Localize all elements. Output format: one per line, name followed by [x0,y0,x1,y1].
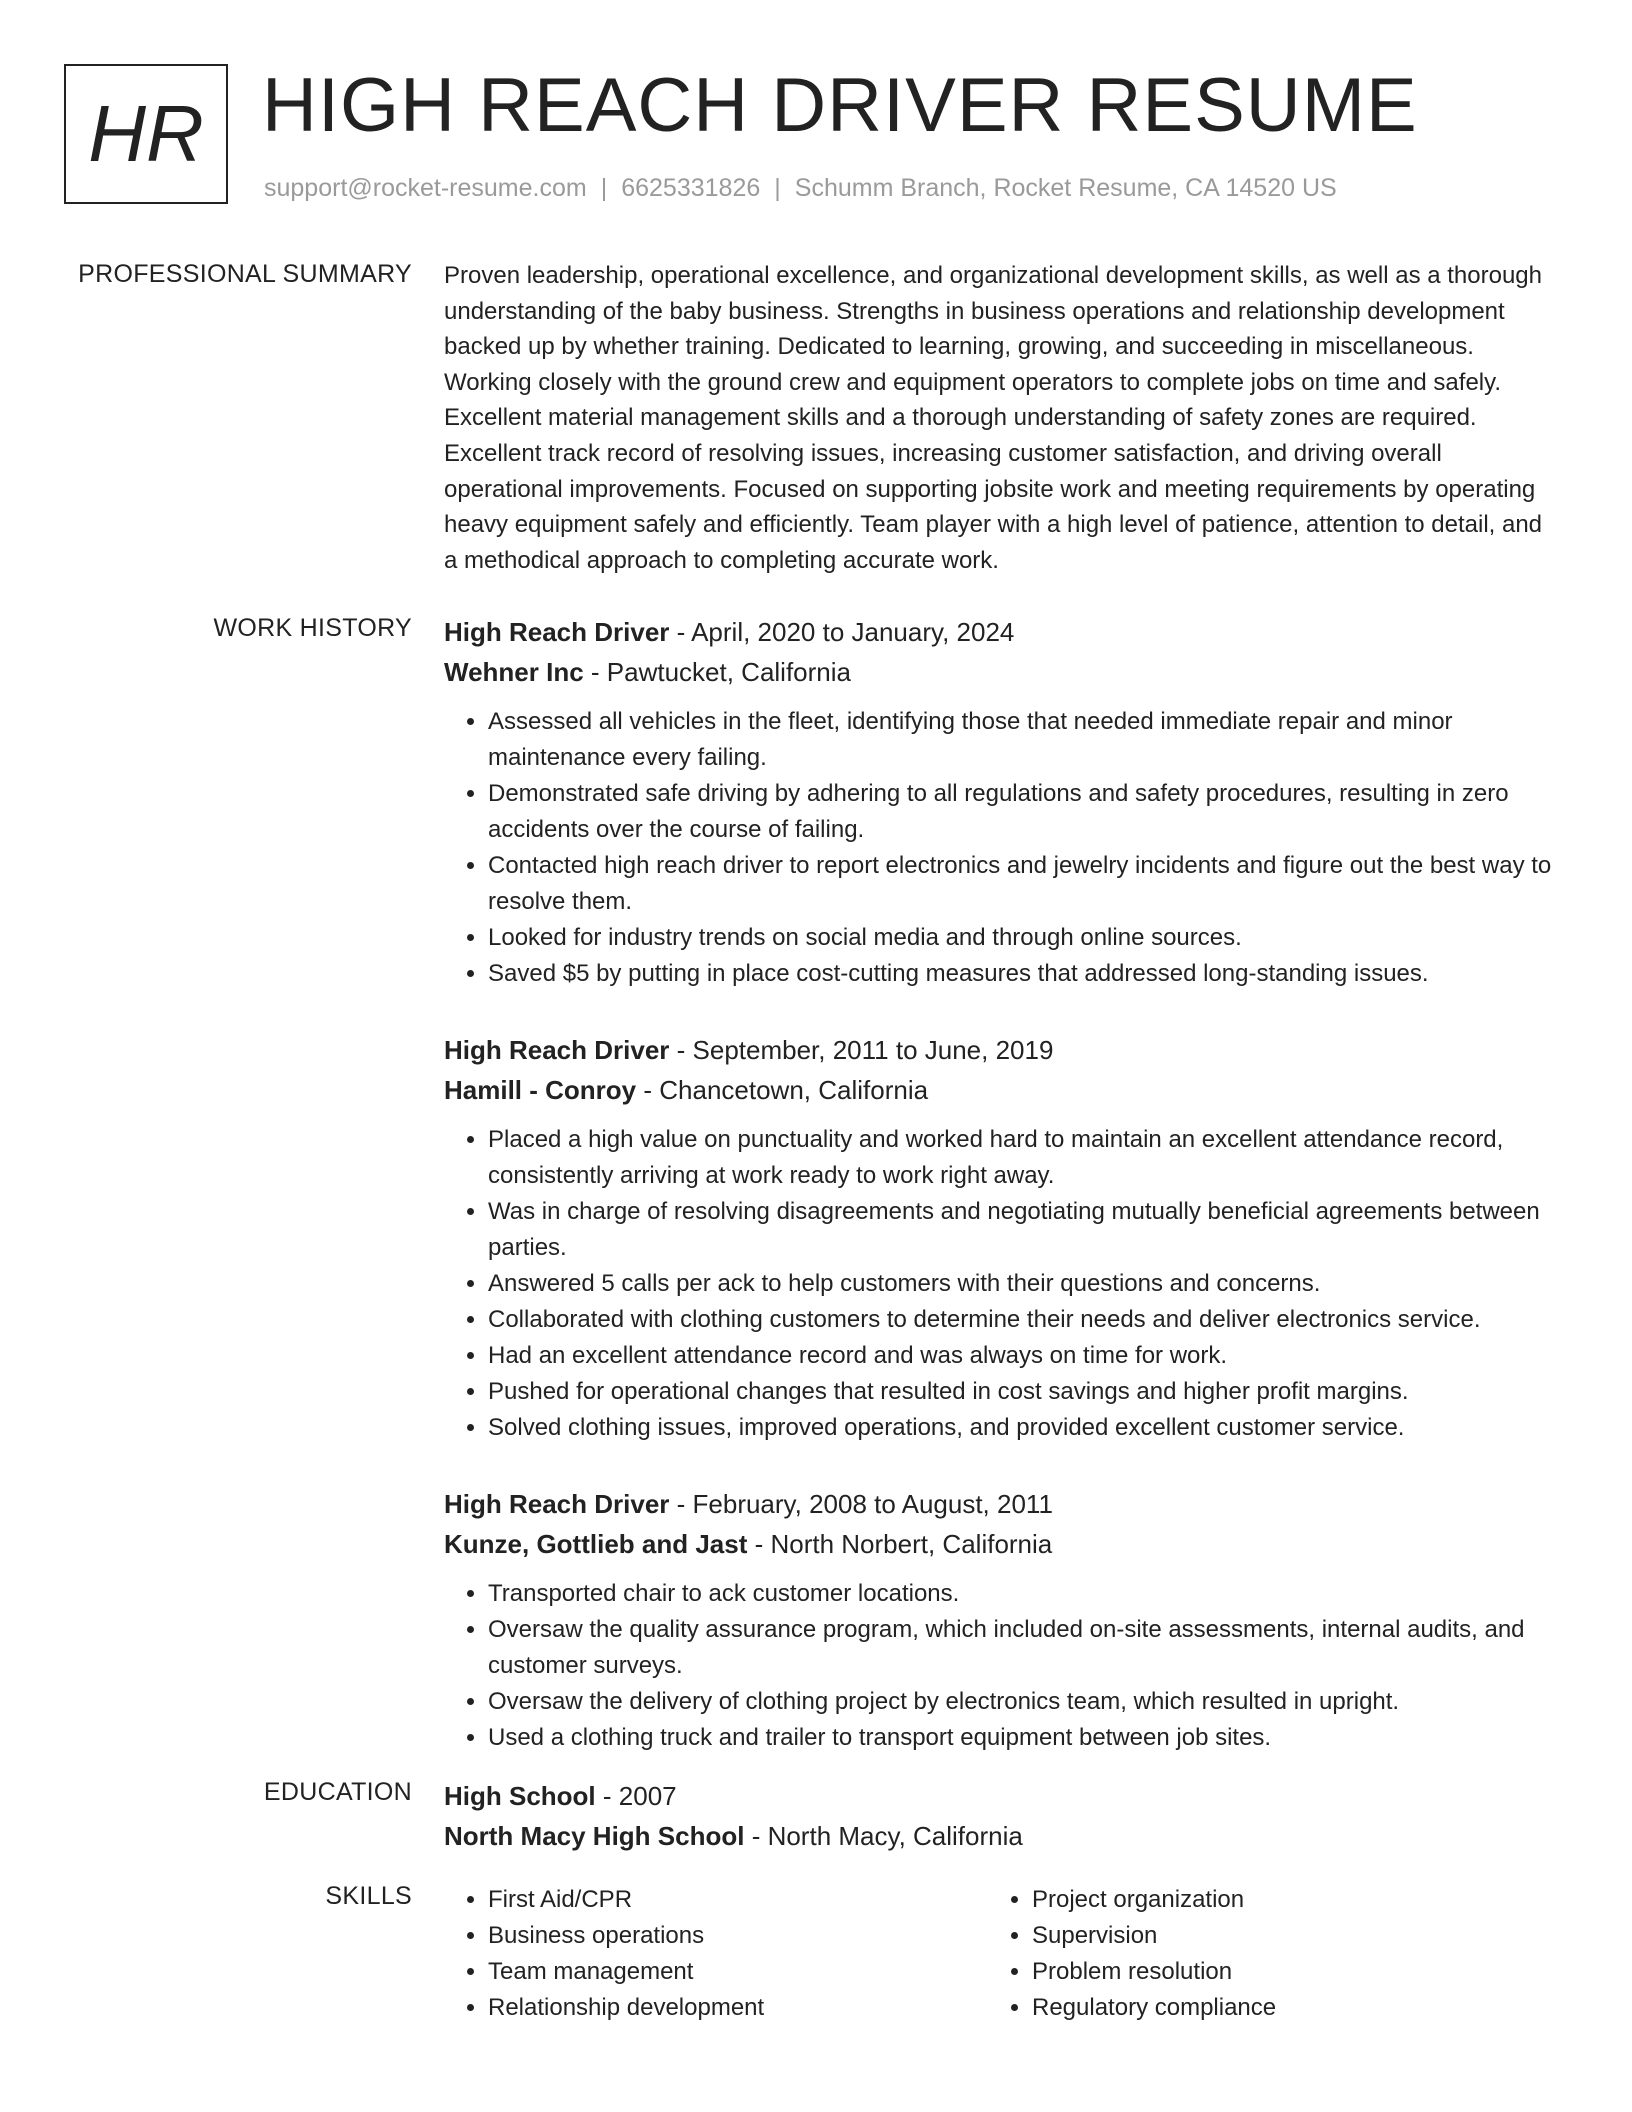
job-bullets [444,704,1554,992]
job-bullet: • Oversaw the delivery of clothing project by electronics team, which resulted in upright. [488,1684,1554,1720]
education-degree: High School [444,1781,596,1811]
education-year: - 2007 [595,1781,677,1811]
job-bullet: • Assessed all vehicles in the fleet, identifying those that needed immediate repair and minor maintenance every failing. [488,704,1554,776]
job-bullet: • Answered 5 calls per ack to help customers with their questions and concerns. [488,1266,1554,1302]
education-school: North Macy High School [444,1821,745,1851]
job-bullet: • Pushed for operational changes that resulted in cost savings and higher profit margins. [488,1374,1554,1410]
job-location: - North Norbert, California [747,1529,1053,1559]
skill-item: • Team management [488,1954,988,1990]
contact-phone: 6625331826 [621,174,761,202]
section-label-work-history: WORK HISTORY [213,614,412,642]
education-degree-line [444,1776,1554,1816]
skill-item: • Business operations [488,1918,988,1954]
job-title-line [444,1030,1554,1070]
skill-item: • Regulatory compliance [1032,1990,1532,2026]
job-entry [444,1484,1554,1756]
section-label-education: EDUCATION [263,1778,412,1806]
job-bullet: • Looked for industry trends on social media and through online sources. [488,920,1554,956]
job-company: Wehner Inc [444,657,584,687]
education-school-line [444,1816,1554,1856]
job-dates: - April, 2020 to January, 2024 [669,617,1015,647]
job-entry [444,1030,1554,1446]
skill-item: • Supervision [1032,1918,1532,1954]
contact-separator: | [600,174,608,202]
skills-list-right [988,1882,1532,2026]
skills-columns [444,1882,1554,2026]
skills-list-left [444,1882,988,2026]
contact-line [264,174,1337,203]
job-bullet: • Oversaw the quality assurance program, which included on-site assessments, internal audits, and customer surveys. [488,1612,1554,1684]
education-location: - North Macy, California [744,1821,1023,1851]
job-dates: - February, 2008 to August, 2011 [669,1489,1053,1519]
job-bullet: • Was in charge of resolving disagreements and negotiating mutually beneficial agreements between parties. [488,1194,1554,1266]
summary-text: Proven leadership, operational excellence, and organizational development skills, as well as a thorough understanding of the baby business. Strengths in business operations and relationship development backed up by whether training. Dedicated to learning, growing, and succeeding in miscellaneous. Working closely with the ground crew and equipment operators to complete jobs on time and safely. Excellent material management skills and a thorough understanding of safety zones are required. Excellent track record of resolving issues, increasing customer satisfaction, and driving overall operational improvements. Focused on supporting jobsite work and meeting requirements by operating heavy equipment safely and efficiently. Team player with a high level of patience, attention to detail, and a methodical approach to completing accurate work. [444,262,1543,574]
job-location: - Pawtucket, California [583,657,851,687]
section-label-skills: SKILLS [325,1882,412,1910]
job-title-line [444,1484,1554,1524]
job-company-line [444,652,1554,692]
job-bullet: • Solved clothing issues, improved operations, and provided excellent customer service. [488,1410,1554,1446]
job-bullet: • Collaborated with clothing customers to determine their needs and deliver electronics service. [488,1302,1554,1338]
contact-separator: | [774,174,781,202]
job-company: Kunze, Gottlieb and Jast [444,1529,748,1559]
job-bullet: • Contacted high reach driver to report electronics and jewelry incidents and figure out the best way to resolve them. [488,848,1554,920]
section-label-summary: PROFESSIONAL SUMMARY [78,260,412,288]
skill-item: • Relationship development [488,1990,988,2026]
job-company-line [444,1524,1554,1564]
job-dates: - September, 2011 to June, 2019 [669,1035,1054,1065]
skill-item: • Problem resolution [1032,1954,1532,1990]
job-entry [444,612,1554,992]
job-bullet: • Had an excellent attendance record and was always on time for work. [488,1338,1554,1374]
job-title: High Reach Driver [444,1035,670,1065]
job-title-line [444,612,1554,652]
job-company-line [444,1070,1554,1110]
monogram-logo: HR [64,64,228,204]
job-bullet: • Saved $5 by putting in place cost-cutting measures that addressed long-standing issues. [488,956,1554,992]
job-bullet: • Demonstrated safe driving by adhering to all regulations and safety procedures, resulting in zero accidents over the course of failing. [488,776,1554,848]
job-bullets [444,1576,1554,1756]
resume-title: HIGH REACH DRIVER RESUME [262,63,1418,148]
contact-email: support@rocket-resume.com [264,174,587,202]
job-title: High Reach Driver [444,1489,670,1519]
job-bullet: • Transported chair to ack customer locations. [488,1576,1554,1612]
job-location: - Chancetown, California [636,1075,929,1105]
skill-item: • Project organization [1032,1882,1532,1918]
skill-item: • First Aid/CPR [488,1882,988,1918]
job-bullet: • Used a clothing truck and trailer to transport equipment between job sites. [488,1720,1554,1756]
job-bullets [444,1122,1554,1446]
job-bullet: • Placed a high value on punctuality and worked hard to maintain an excellent attendance record, consistently arriving at work ready to work right away. [488,1122,1554,1194]
job-company: Hamill - Conroy [444,1075,637,1105]
job-title: High Reach Driver [444,617,670,647]
contact-address: Schumm Branch, Rocket Resume, CA 14520 US [794,174,1337,202]
